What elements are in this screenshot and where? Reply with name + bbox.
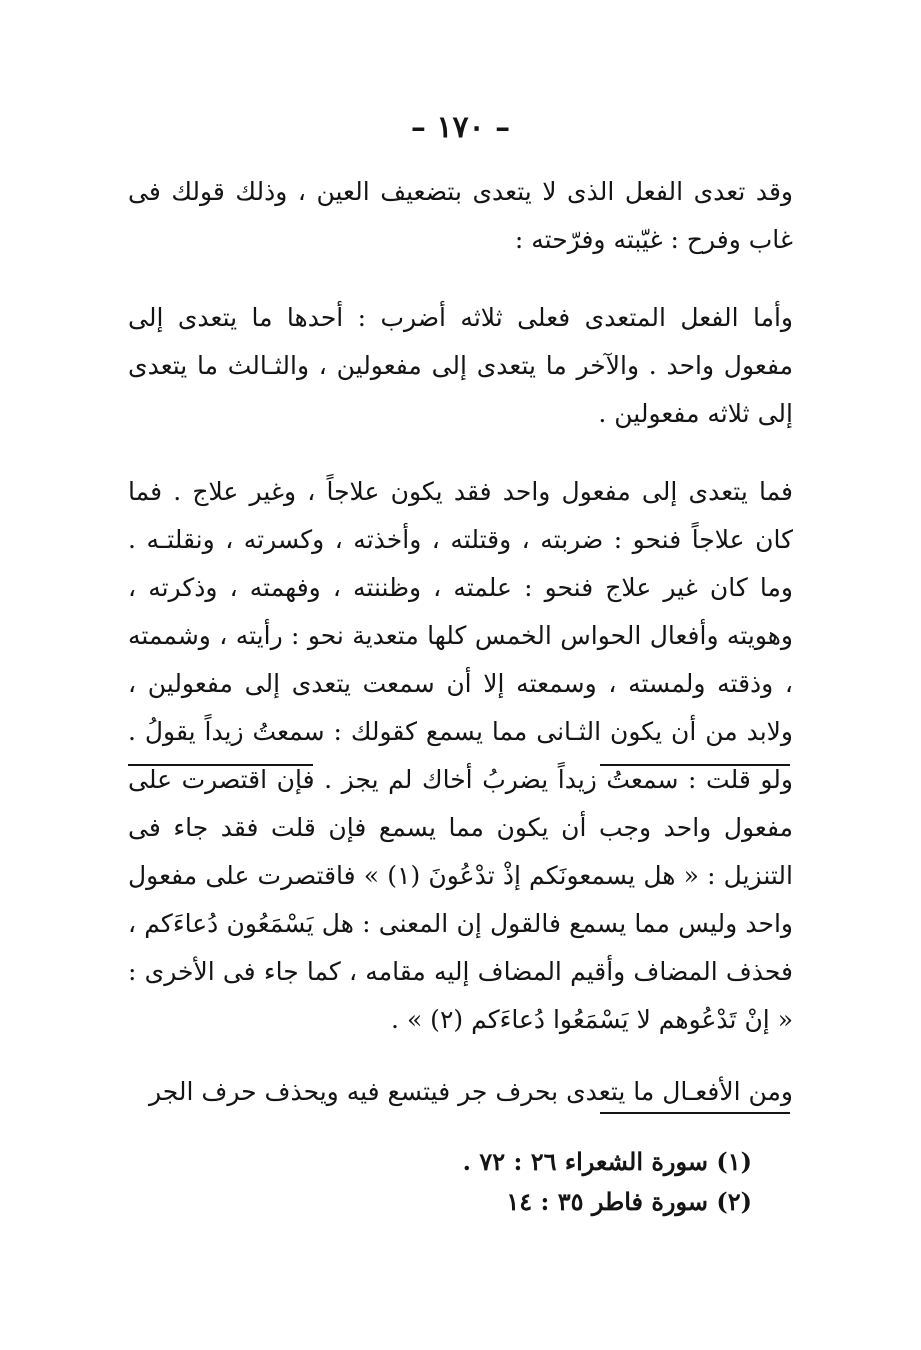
paragraph-3: فما يتعدى إلى مفعول واحد فقد يكون علاجاً ، وغير علاج . فما كان علاجاً فنحو : ضربته ، وقتلته ، وأخذته ، وكسرته ، ونقلتـه . وما كان غير علاج فنحو : علمته ، وظننته ، وفهمته ، وذكرته ، وهويته وأفعال الحواس الخمس كلها متعدية نحو : رأيته ، وشممته ، وذقته ولمسته ، وسمعته إلا أن سمعت يتعدى إلى مفعولين ، ولابد من أن يكون الثـانى مما يسمع كقولك : سمعتُ زيداً يقولُ . ولو قلت : سمعتُ زيداً يضربُ أخاك لم يجز . فإن اقتصرت على مفعول واحد وجب أن يكون مما يسمع فإن قلت فقد جاء فى التنزيل : « هل يسمعونَكم إذْ تدْعُونَ (١) » فاقتصرت على مفعول واحد وليس مما يسمع فالقول إن المعنى : هل يَسْمَعُون دُعاءَكم ، فحذف المضاف وأقيم المضاف إليه مقامه ، كما جاء فى الأخرى : « إنْ تَدْعُوهم لا يَسْمَعُوا دُعاءَكم (٢) » .: [128, 477, 793, 1034]
footnote-2: (٢) سورة فاطر ٣٥ : ١٤: [506, 1187, 752, 1216]
paragraph-4: ومن الأفعـال ما يتعدى بحرف جر فيتسع فيه ويحذف حرف الجر: [148, 1077, 793, 1106]
footnotes: [400, 1142, 752, 1222]
body-text: [128, 168, 793, 1146]
paragraph-1: وقد تعدى الفعل الذى لا يتعدى بتضعيف العين ، وذلك قولك فى غاب وفرح : غيّبته وفرّحته :: [128, 177, 793, 254]
underline-left: [128, 764, 313, 766]
footnote-1: (١) سورة الشعراء ٢٦ : ٧٢ .: [462, 1147, 752, 1176]
footnote-divider: [600, 1112, 790, 1114]
page-number: – ١٧٠ –: [410, 110, 511, 145]
underline-right: [600, 764, 790, 766]
paragraph-2: وأما الفعل المتعدى فعلى ثلاثه أضرب : أحدها ما يتعدى إلى مفعول واحد . والآخر ما يتعدى إلى مفعولين ، والثـالث ما يتعدى إلى ثلاثه مفعولين .: [128, 303, 793, 428]
